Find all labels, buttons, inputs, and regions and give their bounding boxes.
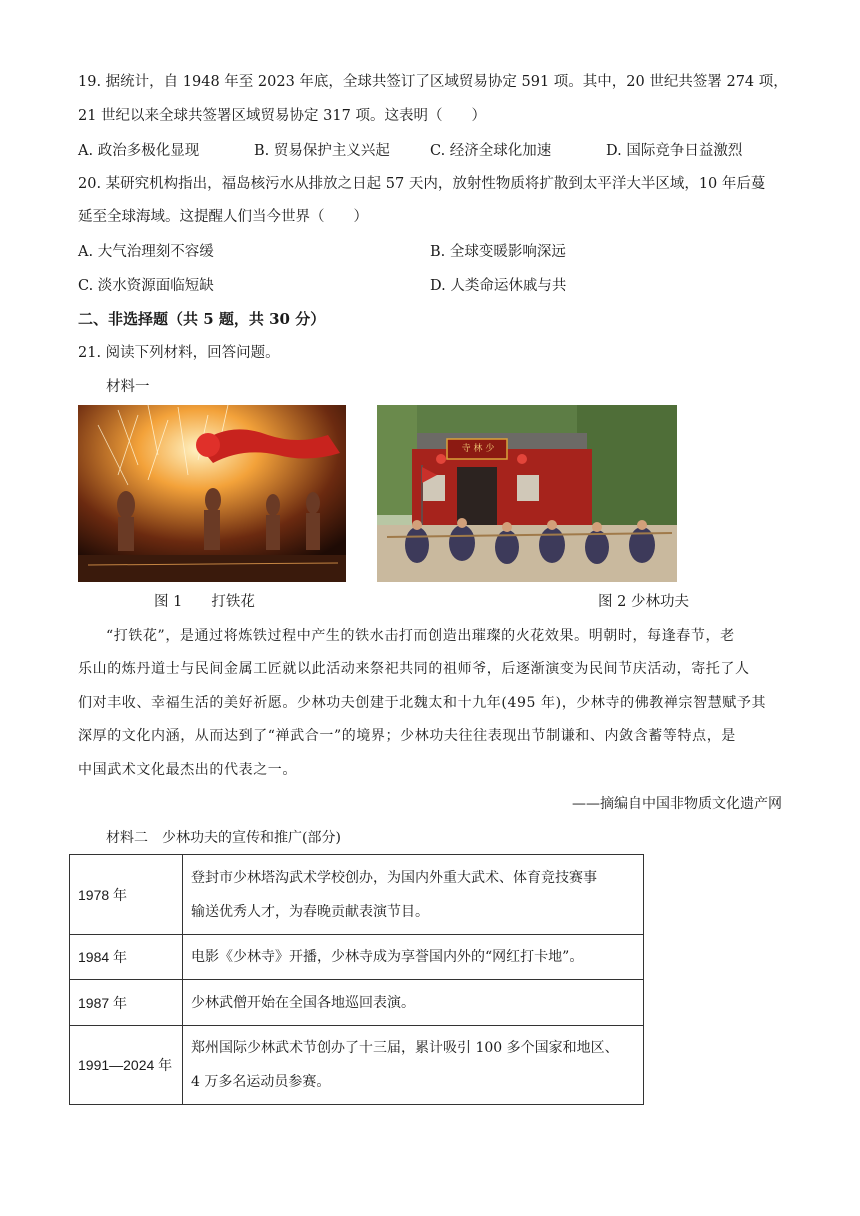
material1-paragraph-line1: “打铁花”，是通过将炼铁过程中产生的铁水击打而创造出璀璨的火花效果。明朝时，每逢春节，老 <box>106 628 735 644</box>
table-cell-year: 1991—2024 年 <box>70 1026 183 1105</box>
table-cell-event <box>183 1026 644 1105</box>
table-row <box>70 1026 644 1105</box>
shaolin-temple-sign-text: 寺 林 少 <box>461 444 495 454</box>
q20-option-a: A. 大气治理刻不容缓 <box>78 244 214 260</box>
table-cell-year: 1984 年 <box>70 935 183 980</box>
material1-paragraph-line2: 乐山的炼丹道士与民间金属工匠就以此活动来祭祀共同的祖师爷，后逐渐演变为民间节庆活动，寄托了人 <box>78 661 750 677</box>
q19-option-b: B. 贸易保护主义兴起 <box>254 143 390 159</box>
material1-paragraph-line4: 深厚的文化内涵，从而达到了“禅武合一”的境界；少林功夫往往表现出节制谦和、内敛含蓄等特点，是 <box>78 728 736 744</box>
q19-stem-line1: 19. 据统计，自 1948 年至 2023 年底，全球共签订了区域贸易协定 591 项。其中，20 世纪共签署 274 项， <box>78 74 788 90</box>
event-line: 4 万多名运动员参赛。 <box>191 1074 331 1090</box>
q19-stem-line2: 21 世纪以来全球共签署区域贸易协定 317 项。这表明（ ） <box>78 108 486 124</box>
q19-option-a: A. 政治多极化显现 <box>78 143 200 159</box>
shaolin-kungfu-photo <box>377 405 677 582</box>
figure1-caption: 图 1 打铁花 <box>154 594 255 610</box>
event-line: 输送优秀人才，为春晚贡献表演节目。 <box>191 903 429 920</box>
event-line: 登封市少林塔沟武术学校创办，为国内外重大武术、体育竞技赛事 <box>191 869 597 886</box>
event-line: 郑州国际少林武术节创办了十三届，累计吸引 100 多个国家和地区、 <box>191 1040 619 1056</box>
table-cell-event <box>183 935 644 980</box>
event-line: 电影《少林寺》开播，少林寺成为享誉国内外的“网红打卡地”。 <box>191 949 584 965</box>
material1-paragraph-line3: 们对丰收、幸福生活的美好祈愿。少林功夫创建于北魏太和十九年(495 年)，少林寺的佛教禅宗智慧赋予其 <box>78 695 767 711</box>
q19-option-c: C. 经济全球化加速 <box>430 143 552 159</box>
material2-label: 材料二 少林功夫的宣传和推广(部分) <box>106 830 341 846</box>
table-cell-year: 1987 年 <box>70 980 183 1026</box>
q19-option-d: D. 国际竞争日益激烈 <box>606 143 743 159</box>
material1-paragraph-line5: 中国武术文化最杰出的代表之一。 <box>78 762 297 778</box>
material1-source: ——摘编自中国非物质文化遗产网 <box>572 796 782 812</box>
q20-option-d: D. 人类命运休戚与共 <box>430 278 567 294</box>
table-row <box>70 980 644 1026</box>
section-title: 二、非选择题（共 5 题，共 30 分） <box>78 310 326 328</box>
material2-table <box>69 854 644 1105</box>
table-cell-event <box>183 980 644 1026</box>
q20-option-b: B. 全球变暖影响深远 <box>430 244 566 260</box>
q20-option-c: C. 淡水资源面临短缺 <box>78 278 214 294</box>
table-row <box>70 935 644 980</box>
material1-label: 材料一 <box>106 379 150 395</box>
q20-stem-line2: 延至全球海域。这提醒人们当今世界（ ） <box>78 209 368 225</box>
figure2-caption: 图 2 少林功夫 <box>598 594 689 610</box>
event-line: 少林武僧开始在全国各地巡回表演。 <box>191 994 415 1011</box>
iron-flower-photo <box>78 405 346 582</box>
table-row <box>70 855 644 935</box>
q21-stem: 21. 阅读下列材料，回答问题。 <box>78 345 280 361</box>
table-cell-year: 1978 年 <box>70 855 183 935</box>
table-cell-event <box>183 855 644 935</box>
q20-stem-line1: 20. 某研究机构指出，福岛核污水从排放之日起 57 天内，放射性物质将扩散到太平洋大半区域，10 年后蔓 <box>78 176 766 192</box>
